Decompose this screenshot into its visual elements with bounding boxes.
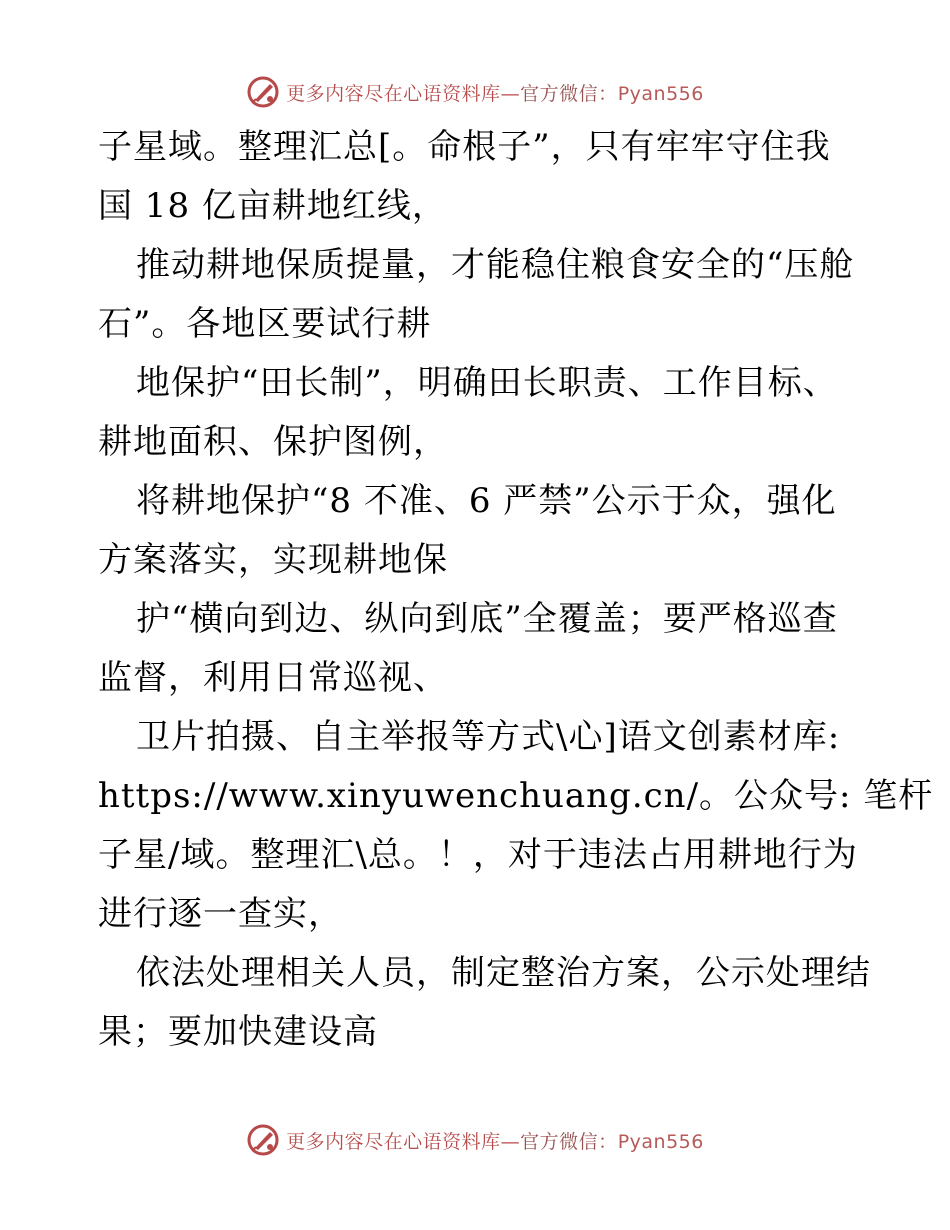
- footer-brand: 更多内容尽在心语资料库: [286, 1130, 501, 1153]
- text-line: 监督，利用日常巡视、: [98, 658, 448, 698]
- text-line: 护“横向到边、纵向到底”全覆盖；要严格巡查: [136, 599, 838, 639]
- text-line: https://www.xinyuwenchuang.cn/。公众号: 笔杆: [98, 776, 934, 816]
- text-line: 卫片拍摄、自主举报等方式\心]语文创素材库:: [136, 717, 841, 757]
- text-line: 果；要加快建设高: [98, 1012, 378, 1052]
- text-line: 子星域。整理汇总[。命根子”，只有牢牢守住我: [98, 127, 831, 167]
- footer-separator: —: [500, 1130, 521, 1153]
- text-line: 子星/域。整理汇\总。！，对于违法占用耕地行为: [98, 835, 858, 875]
- header-wechat-label: 官方微信：: [520, 82, 618, 105]
- text-line: 推动耕地保质提量，才能稳住粮食安全的“压舱: [136, 245, 855, 285]
- header-brand: 更多内容尽在心语资料库: [286, 82, 501, 105]
- footer-banner-text: [286, 1127, 704, 1154]
- quill-seal-icon: [246, 75, 280, 109]
- footer-banner: [0, 1118, 950, 1162]
- text-line: 依法处理相关人员，制定整治方案，公示处理结: [136, 953, 871, 993]
- text-line: 国 18 亿亩耕地红线，: [98, 186, 447, 226]
- header-banner: [0, 70, 950, 114]
- footer-wechat-label: 官方微信：: [520, 1130, 618, 1153]
- header-separator: —: [500, 82, 521, 105]
- text-line: 耕地面积、保护图例，: [98, 422, 448, 462]
- text-line: 地保护“田长制”，明确田长职责、工作目标、: [136, 363, 838, 403]
- text-line: 石”。各地区要试行耕: [98, 304, 432, 344]
- quill-seal-icon: [246, 1123, 280, 1157]
- text-line: 方案落实，实现耕地保: [98, 540, 448, 580]
- header-banner-text: [286, 79, 704, 106]
- document-body: [98, 118, 934, 1062]
- text-line: 将耕地保护“8 不准、6 严禁”公示于众，强化: [136, 481, 837, 521]
- header-account: Pyan556: [617, 82, 704, 105]
- text-line: 进行逐一查实，: [98, 894, 343, 934]
- footer-account: Pyan556: [617, 1130, 704, 1153]
